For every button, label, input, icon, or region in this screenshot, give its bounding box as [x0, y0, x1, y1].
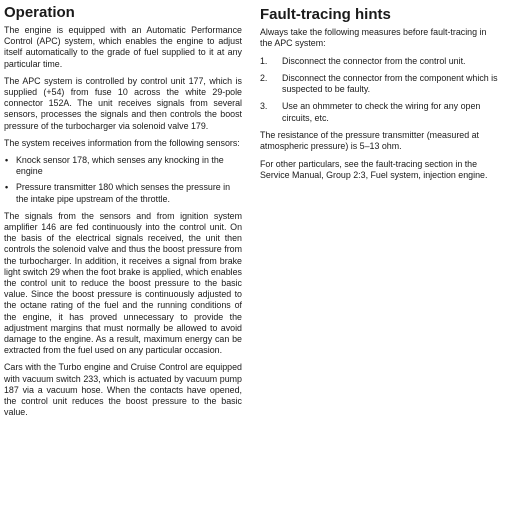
- step-text: Disconnect the connector from the control unit.: [282, 55, 466, 66]
- operation-paragraph: Cars with the Turbo engine and Cruise Control are equipped with vacuum switch 233, which is actuated by vacuum pump 187 via a vacuum hose. When the contacts have opened, the control unit reduces the boost pressure to the basic value.: [4, 362, 242, 418]
- operation-column: [4, 0, 242, 425]
- fault-tracing-column: [260, 0, 500, 187]
- step-text: Use an ohmmeter to check the wiring for any open circuits, etc.: [282, 101, 481, 123]
- operation-paragraph: The APC system is controlled by control unit 177, which is supplied (+54) from fuse 10 across the white 29-pole connector 152A. The unit receives signals from several sensors, processes the signals and then controls the boost pressure of the turbocharger via solenoid valve 179.: [4, 75, 242, 131]
- fault-tracing-step: [260, 73, 500, 96]
- fault-tracing-paragraph: For other particulars, see the fault-tracing section in the Service Manual, Group 2:3, Fuel system, injection engine.: [260, 158, 488, 180]
- fault-tracing-paragraph: The resistance of the pressure transmitter (measured at atmospheric pressure) is 5–13 ohm.: [260, 130, 480, 152]
- operation-paragraph: The engine is equipped with an Automatic Performance Control (APC) system, which enables the engine to adjust itself automatically to the grade of fuel supplied to it at any particular time.: [4, 25, 242, 69]
- fault-tracing-intro: Always take the following measures before fault-tracing in the APC system:: [260, 27, 487, 49]
- operation-heading: Operation: [4, 4, 75, 21]
- sensor-list: [4, 155, 242, 205]
- operation-paragraph: The signals from the sensors and from ignition system amplifier 146 are fed continuously into the control unit. On the basis of the electrical signals received, the unit then controls the solenoid valve and thus the boost pressure from the turbocharger. In addition, it receives a signal from brake light switch 29 when the foot brake is applied, which enables the control unit to reduce the boost pressure to the basic value. Since the boost pressure is continuously adjusted to the octane rating of the fuel and the running conditions of the engine, it has proved unnecessary to provide the adjustment margins that must normally be allowed to avoid damage to the engine. As a result, maximum energy can be extracted from the fuel used on any particular occasion.: [4, 210, 242, 356]
- step-number: 3.: [260, 101, 268, 112]
- step-number: 1.: [260, 55, 268, 66]
- fault-tracing-step: [260, 101, 500, 124]
- sensor-list-item: • Pressure transmitter 180 which senses the pressure in the intake pipe upstream of the throttle.: [4, 182, 242, 204]
- fault-tracing-step: [260, 56, 500, 67]
- fault-tracing-heading: Fault-tracing hints: [260, 6, 391, 23]
- fault-tracing-steps: [260, 56, 500, 124]
- step-text: Disconnect the connector from the component which is suspected to be faulty.: [282, 72, 498, 95]
- sensor-list-item: • Knock sensor 178, which senses any knocking in the engine: [4, 155, 242, 177]
- operation-paragraph: The system receives information from the following sensors:: [4, 137, 240, 148]
- step-number: 2.: [260, 72, 268, 83]
